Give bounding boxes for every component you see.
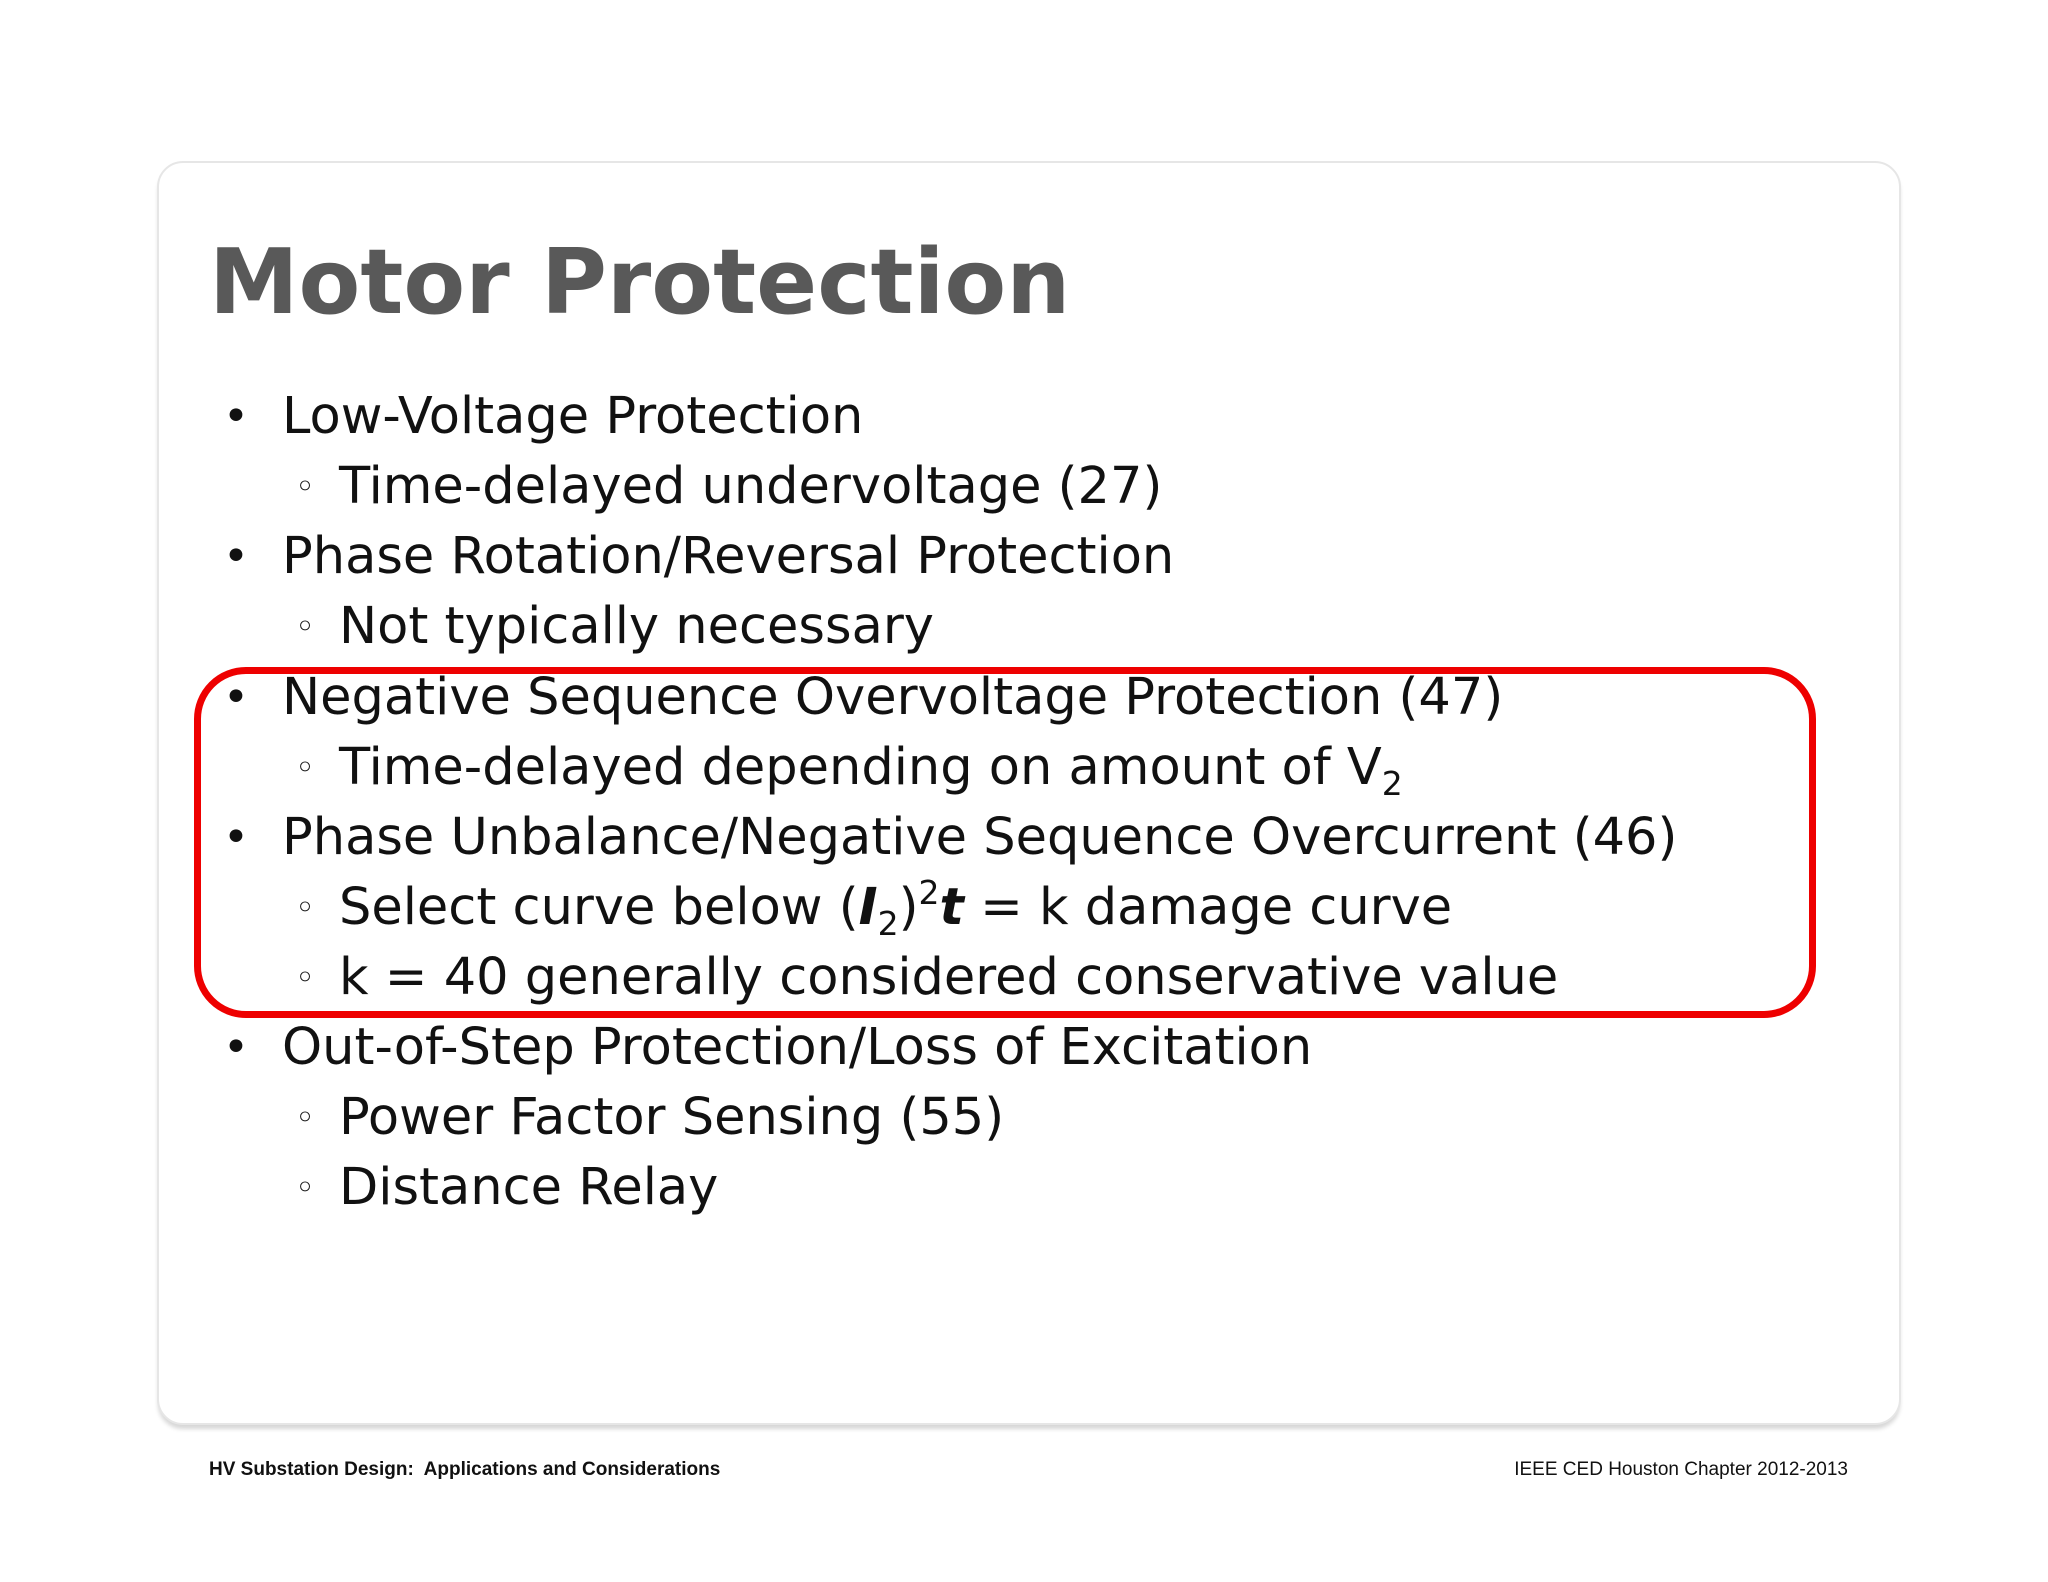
bullet-marker: • xyxy=(223,391,249,442)
bullet-text: Phase Unbalance/Negative Sequence Overcurrent (46) xyxy=(282,808,1678,867)
subbullet-marker: ◦ xyxy=(295,888,316,928)
subbullet-marker: ◦ xyxy=(295,1168,316,1208)
footer-right: IEEE CED Houston Chapter 2012-2013 xyxy=(1514,1459,1848,1480)
subscript: 2 xyxy=(1381,763,1403,803)
subbullet-text-after: = k damage curve xyxy=(963,878,1453,937)
superscript: 2 xyxy=(918,873,940,913)
subbullet-time-delayed-undervoltage xyxy=(295,452,1163,522)
formula-variable-i: I xyxy=(858,878,878,937)
subbullet-not-typically-necessary xyxy=(295,592,934,662)
bullet-text: Negative Sequence Overvoltage Protection (47) xyxy=(282,668,1504,727)
subbullet-marker: ◦ xyxy=(295,467,316,507)
subbullet-text: Distance Relay xyxy=(339,1158,719,1217)
subbullet-marker: ◦ xyxy=(295,607,316,647)
subbullet-text: Time-delayed undervoltage (27) xyxy=(339,457,1163,516)
formula-close-paren: ) xyxy=(898,878,919,937)
subbullet-distance-relay xyxy=(295,1153,719,1223)
bullet-text: Out-of-Step Protection/Loss of Excitation xyxy=(282,1018,1313,1077)
bullet-phase-unbalance xyxy=(223,803,1678,873)
bullet-negative-sequence-overvoltage xyxy=(223,663,1504,733)
subbullet-text: Power Factor Sensing (55) xyxy=(339,1088,1005,1147)
bullet-out-of-step xyxy=(223,1013,1313,1083)
subbullet-marker: ◦ xyxy=(295,958,316,998)
bullet-text: Phase Rotation/Reversal Protection xyxy=(282,527,1175,586)
slide-title: Motor Protection xyxy=(209,230,1071,335)
subbullet-text-before: Select curve below ( xyxy=(339,878,859,937)
subscript: 2 xyxy=(877,903,899,943)
subbullet-time-delayed-v2 xyxy=(295,733,1403,803)
bullet-marker: • xyxy=(223,672,249,723)
subbullet-text: Not typically necessary xyxy=(339,597,934,656)
bullet-marker: • xyxy=(223,1022,249,1073)
bullet-marker: • xyxy=(223,812,249,863)
formula-variable-t: t xyxy=(939,878,964,937)
subbullet-marker: ◦ xyxy=(295,1098,316,1138)
subbullet-text: k = 40 generally considered conservative value xyxy=(339,948,1559,1007)
bullet-text: Low-Voltage Protection xyxy=(282,387,864,446)
bullet-low-voltage-protection xyxy=(223,382,864,452)
footer-left: HV Substation Design: Applications and Considerations xyxy=(209,1459,721,1480)
subbullet-text: Time-delayed depending on amount of V xyxy=(339,738,1382,797)
subbullet-marker: ◦ xyxy=(295,748,316,788)
bullet-marker: • xyxy=(223,531,249,582)
subbullet-k-40 xyxy=(295,943,1559,1013)
bullet-phase-rotation-protection xyxy=(223,522,1175,592)
subbullet-power-factor-sensing xyxy=(295,1083,1005,1153)
subbullet-select-curve xyxy=(295,873,1453,943)
